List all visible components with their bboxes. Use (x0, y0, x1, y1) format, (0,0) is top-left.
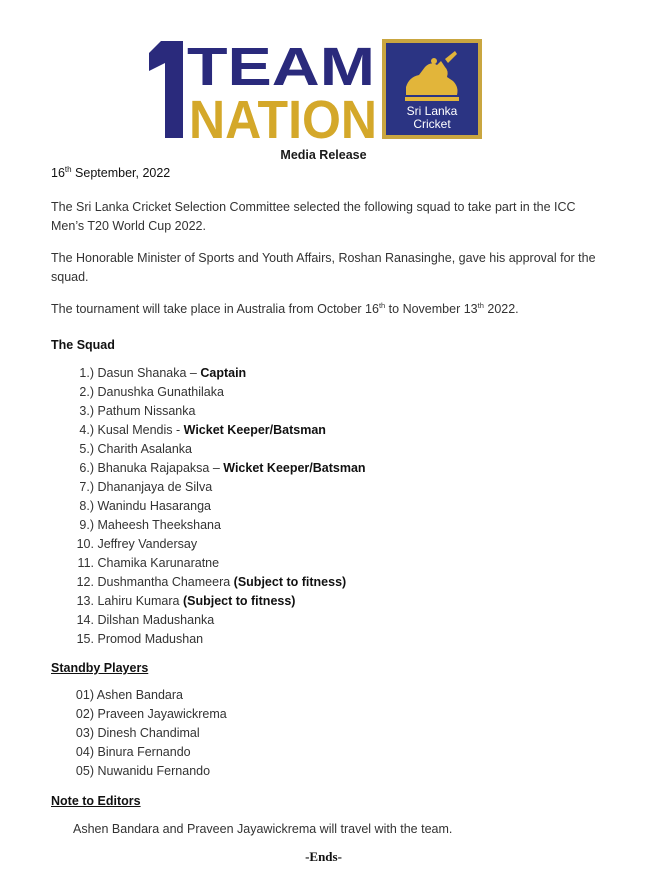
standby-item-name: Binura Fernando (97, 745, 191, 759)
team-nation-logo (143, 37, 485, 142)
squad-item-name: Dasun Shanaka – (97, 366, 201, 380)
squad-item (51, 364, 366, 383)
squad-item-role: (Subject to fitness) (233, 575, 347, 589)
standby-item-name: Dinesh Chandimal (97, 726, 200, 740)
squad-item-name: Dushmantha Chameera (97, 575, 234, 589)
squad-item (51, 535, 366, 554)
squad-item-name: Jeffrey Vandersay (97, 537, 198, 551)
paragraph-approval: The Honorable Minister of Sports and Youth Affairs, Roshan Ranasinghe, gave his approval for the squad. (51, 251, 596, 284)
squad-item-number: 6.) (79, 461, 94, 475)
squad-heading: The Squad (51, 338, 115, 352)
tournament-text-b: to November 13 (385, 302, 478, 316)
date-suffix: th (64, 165, 72, 174)
squad-item-number: 10. (76, 537, 94, 551)
squad-item-number: 8.) (79, 499, 94, 513)
squad-item-name: Bhanuka Rajapaksa – (97, 461, 224, 475)
squad-item-number: 14. (76, 613, 94, 627)
date-day: 16 (51, 166, 65, 181)
squad-item-name: Maheesh Theekshana (97, 518, 221, 532)
squad-item-role: Captain (200, 366, 247, 380)
standby-item-number: 04) (75, 745, 94, 759)
squad-item-number: 13. (76, 594, 94, 608)
squad-item-number: 11. (77, 556, 94, 570)
squad-item (51, 478, 366, 497)
standby-item-number: 05) (75, 764, 94, 778)
squad-item (51, 573, 366, 592)
squad-item (51, 383, 366, 402)
squad-item-name: Pathum Nissanka (97, 404, 196, 418)
editors-note-heading: Note to Editors (51, 794, 141, 808)
logo-word-nation: NATION (189, 90, 377, 142)
media-release-heading: Media Release (280, 148, 367, 162)
standby-item (51, 686, 227, 705)
squad-item-number: 3.) (79, 404, 94, 418)
squad-item-name: Kusal Mendis - (97, 423, 184, 437)
standby-list (51, 686, 227, 781)
tournament-text-a: The tournament will take place in Australia from October 16 (51, 302, 379, 316)
squad-item-number: 9.) (79, 518, 94, 532)
squad-item-number: 7.) (79, 480, 94, 494)
ends-marker: -Ends- (305, 849, 342, 864)
squad-item-name: Danushka Gunathilaka (97, 385, 224, 399)
squad-item-name: Wanindu Hasaranga (97, 499, 211, 513)
squad-item (51, 516, 366, 535)
editors-note-text: Ashen Bandara and Praveen Jayawickrema will travel with the team. (73, 822, 453, 836)
date-rest: September, 2022 (71, 166, 171, 181)
squad-item (51, 497, 366, 516)
standby-item-name: Ashen Bandara (96, 688, 183, 702)
crest-line-2: Cricket (413, 117, 451, 131)
squad-item (51, 421, 366, 440)
squad-item-number: 12. (76, 575, 94, 589)
release-date (51, 165, 170, 180)
standby-item (51, 705, 227, 724)
logo-word-team: TEAM (187, 37, 375, 97)
squad-item-name: Dhananjaya de Silva (97, 480, 213, 494)
squad-item (51, 402, 366, 421)
squad-item (51, 459, 366, 478)
squad-item-number: 1.) (79, 366, 94, 380)
sri-lanka-cricket-crest (382, 39, 482, 139)
tournament-text-c: 2022. (483, 302, 519, 316)
standby-item-number: 01) (75, 688, 94, 702)
squad-item-name: Lahiru Kumara (97, 594, 183, 608)
squad-item-role: Wicket Keeper/Batsman (223, 461, 366, 475)
standby-item-name: Nuwanidu Fernando (97, 764, 211, 778)
squad-item-role: (Subject to fitness) (182, 594, 296, 608)
standby-item-number: 02) (75, 707, 94, 721)
paragraph-tournament (51, 300, 607, 319)
squad-item-name: Chamika Karunaratne (97, 556, 220, 570)
standby-item (51, 762, 227, 781)
crest-line-1: Sri Lanka (406, 104, 458, 118)
squad-item-number: 4.) (79, 423, 94, 437)
tournament-sup-2: th (477, 300, 484, 310)
squad-item-name: Charith Asalanka (97, 442, 192, 456)
squad-item-role: Wicket Keeper/Batsman (183, 423, 326, 437)
squad-item-number: 2.) (79, 385, 94, 399)
squad-item (51, 554, 366, 573)
logo-numeral-one (149, 41, 183, 138)
standby-heading: Standby Players (51, 661, 149, 675)
squad-item (51, 611, 366, 630)
standby-item (51, 724, 227, 743)
squad-item-name: Dilshan Madushanka (97, 613, 215, 627)
squad-item-name: Promod Madushan (97, 632, 204, 646)
squad-item-number: 5.) (79, 442, 94, 456)
squad-item (51, 440, 366, 459)
squad-item-number: 15. (76, 632, 94, 646)
squad-item (51, 592, 366, 611)
standby-item-name: Praveen Jayawickrema (97, 707, 227, 721)
paragraph-selection: The Sri Lanka Cricket Selection Committee selected the following squad to take part in the ICC Men’s T20 World Cup 2022. (51, 200, 576, 233)
standby-item-number: 03) (75, 726, 94, 740)
standby-item (51, 743, 227, 762)
squad-item (51, 630, 366, 649)
tournament-sup-1: th (378, 300, 386, 310)
squad-list (51, 364, 366, 649)
